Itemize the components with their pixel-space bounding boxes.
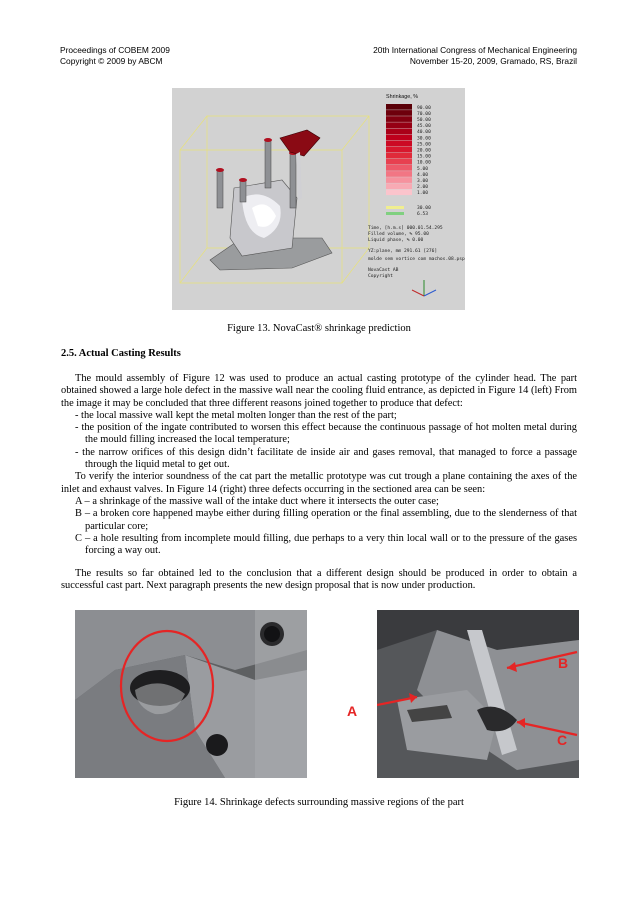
- legend-swatch: [386, 147, 412, 153]
- legend-swatch: [386, 183, 412, 189]
- lower-legend-value: 30.00: [417, 206, 431, 211]
- legend-value: 4.00: [417, 172, 429, 178]
- casting-geometry: [210, 130, 332, 270]
- legend-value: 15.00: [417, 154, 431, 160]
- list-item: - the local massive wall kept the metal molten longer than the rest of the part;: [75, 409, 397, 421]
- figure-14-caption: Figure 14. Shrinkage defects surrounding massive regions of the part: [174, 797, 464, 808]
- figure-14-right-photo: [377, 610, 579, 778]
- legend-swatch: [386, 153, 412, 159]
- legend-swatch: [386, 104, 412, 110]
- lower-legend: [386, 205, 431, 217]
- list-item: - the narrow orifices of this design didn’t facilitate de inside air and gases removal, that managed to force a passage through the liquid metal to get out.: [75, 446, 577, 471]
- legend-swatch: [386, 128, 412, 134]
- legend-swatch: [386, 159, 412, 165]
- congress-date-place: November 15-20, 2009, Gramado, RS, Brazil: [409, 56, 577, 66]
- legend-value: 10.00: [417, 160, 431, 166]
- list-item: - the position of the ingate contributed to worsen this effect because the continuous passage of hot molten metal during the mould filling increased the local temperature;: [75, 422, 577, 446]
- copyright-line: Copyright © 2009 by ABCM: [60, 56, 163, 66]
- legend-title: Shrinkage, %: [386, 94, 419, 100]
- legend-value: 25.00: [417, 142, 431, 148]
- info-filled-volume: Filled volume, % 95.00: [368, 232, 429, 237]
- figure-13-caption: Figure 13. NovaCast® shrinkage prediction: [227, 323, 411, 334]
- running-header-right: [373, 45, 577, 67]
- legend-swatch: [386, 141, 412, 147]
- proceedings-title: Proceedings of COBEM 2009: [60, 45, 170, 55]
- callout-label-c: C: [557, 732, 568, 748]
- list-item: A – a shrinkage of the massive wall of the intake duct where it intersects the outer case;: [75, 495, 439, 507]
- list-item: C – a hole resulting from incomplete mould filling, due perhaps to a very thin local wall or to the pressure of the gases forcing a way out.: [75, 532, 577, 557]
- legend-swatch: [386, 110, 412, 116]
- legend-swatch: [386, 122, 412, 128]
- paragraph: To verify the interior soundness of the cat part the metallic prototype was cut trough a plane containing the axes of the inlet and exhaust valves. In Figure 14 (right) three defects occurring in the sectioned area can be seen:: [61, 471, 577, 495]
- legend-value: 70.00: [417, 111, 431, 117]
- figure-13-simulation-image: [172, 88, 465, 310]
- body-paragraphs: [61, 373, 577, 557]
- legend-swatch: [386, 116, 412, 122]
- legend-value: 40.00: [417, 130, 431, 136]
- legend-swatch: [386, 177, 412, 183]
- shrinkage-legend: [386, 104, 431, 196]
- legend-value: 5.00: [417, 166, 429, 172]
- list-item: B – a broken core happened maybe either during filling operation or the final assembling, due to the slenderness of that particular core;: [75, 508, 577, 532]
- legend-value: 1.00: [417, 191, 429, 197]
- info-filename: molde sem vortice com machos.08.psp: [368, 257, 465, 262]
- paragraph: The results so far obtained led to the conclusion that a different design should be produced in order to obtain a successful cast part. Next paragraph presents the new design proposal that is now under production.: [61, 568, 577, 592]
- axis-triad-icon: [412, 280, 436, 296]
- section-heading: 2.5. Actual Casting Results: [61, 348, 181, 359]
- conclusion-paragraph-block: [61, 568, 577, 593]
- legend-swatch: [386, 135, 412, 141]
- info-plane: YZ:plane, mm 291.61 [276]: [368, 249, 438, 254]
- running-header-left: [60, 45, 170, 67]
- legend-value: 2.00: [417, 185, 429, 191]
- legend-value: 45.00: [417, 124, 431, 130]
- legend-swatch: [386, 165, 412, 171]
- paragraph: The mould assembly of Figure 12 was used to produce an actual casting prototype of the cylinder head. The part obtained showed a large hole defect in the massive wall near the cooling fluid entrance, as depicted in Figure 14 (left) From the image it may be concluded that three different reasons joined together to produce that defect:: [61, 373, 577, 409]
- legend-value: 90.00: [417, 105, 431, 111]
- legend-value: 30.00: [417, 136, 431, 142]
- callout-label-a: A: [347, 703, 358, 719]
- brand-copyright: Copyright: [368, 274, 393, 279]
- legend-swatch: [386, 171, 412, 177]
- info-time: Time, [h.m.s] 000.01.54.295: [368, 226, 443, 231]
- legend-value: 20.00: [417, 148, 431, 154]
- info-liquid-phase: Liquid phase, % 0.00: [368, 238, 424, 243]
- congress-title: 20th International Congress of Mechanical Engineering: [373, 45, 577, 55]
- brand-name: NovaCast AB: [368, 268, 399, 273]
- callout-label-b: B: [558, 655, 569, 671]
- legend-swatch: [386, 189, 412, 195]
- legend-value: 50.00: [417, 118, 431, 123]
- lower-legend-value: 6.53: [417, 212, 429, 217]
- legend-value: 3.00: [417, 179, 429, 184]
- figure-14-left-photo: [75, 610, 307, 778]
